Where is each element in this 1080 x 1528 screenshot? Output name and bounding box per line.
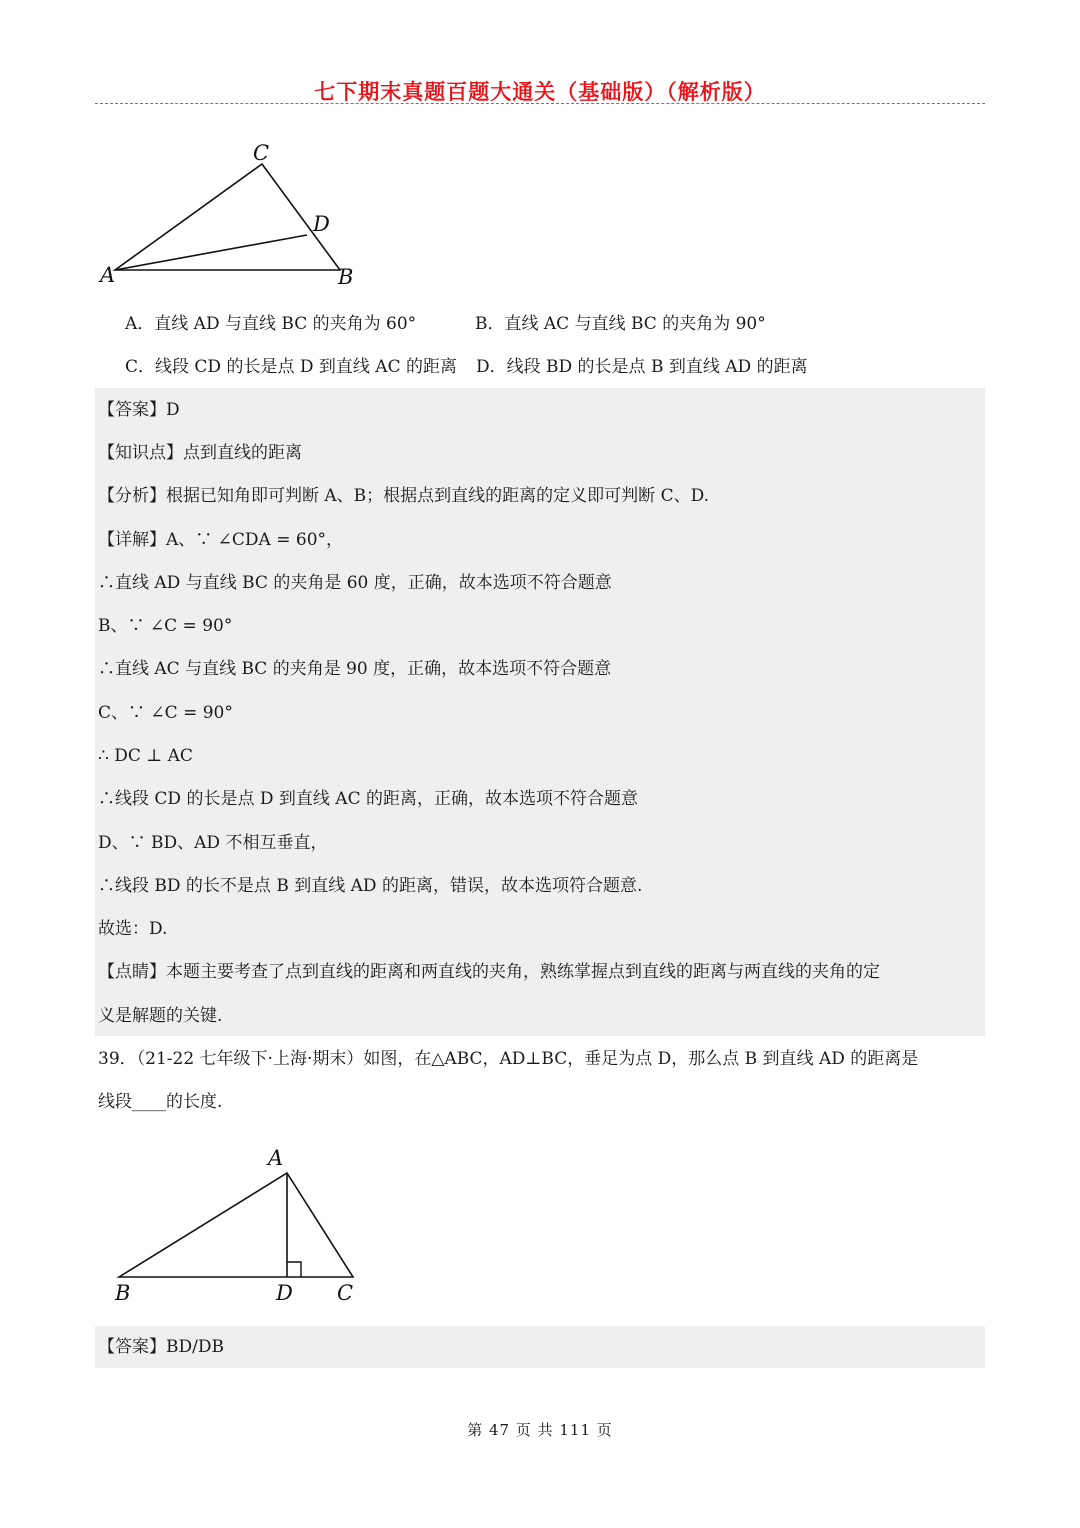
detail-line-9: 故选：D. bbox=[98, 919, 168, 939]
detail-line-1: ∴直线 AD 与直线 BC 的夹角是 60 度，正确，故本选项不符合题意 bbox=[98, 573, 612, 593]
answer-39-panel bbox=[95, 1326, 985, 1368]
segment-ad bbox=[115, 235, 307, 270]
detail-line-4: C、∵ ∠C = 90° bbox=[98, 703, 233, 723]
comment-line-1: 【点睛】本题主要考查了点到直线的距离和两直线的夹角，熟练掌握点到直线的距离与两直线的夹角的定 bbox=[98, 962, 880, 982]
knowledge-point: 【知识点】点到直线的距离 bbox=[98, 443, 302, 463]
triangle-figure-2 bbox=[105, 1140, 375, 1310]
question-39-line-1: 39．（21-22 七年级下·上海·期末）如图，在△ABC，AD⊥BC，垂足为点 D，那么点 B 到直线 AD 的距离是 bbox=[98, 1049, 919, 1069]
option-c: C．线段 CD 的长是点 D 到直线 AC 的距离 bbox=[125, 357, 457, 377]
header-divider bbox=[95, 103, 985, 104]
label-b-2: B bbox=[115, 1281, 131, 1305]
label-a: A bbox=[100, 263, 116, 287]
option-a: A．直线 AD 与直线 BC 的夹角为 60° bbox=[125, 314, 417, 334]
right-angle-mark bbox=[287, 1262, 301, 1277]
option-b: B．直线 AC 与直线 BC 的夹角为 90° bbox=[475, 314, 766, 334]
answer-38: 【答案】D bbox=[98, 400, 180, 420]
detail-line-6: ∴线段 CD 的长是点 D 到直线 AC 的距离，正确，故本选项不符合题意 bbox=[98, 789, 638, 809]
triangle-abc-2 bbox=[119, 1173, 353, 1277]
label-b: B bbox=[338, 265, 354, 289]
page-number: 第 47 页 共 111 页 bbox=[467, 1421, 613, 1439]
detail-line-7: D、∵ BD、AD 不相互垂直， bbox=[98, 833, 328, 853]
label-d-2: D bbox=[276, 1281, 293, 1305]
question-39-line-2: 线段____的长度. bbox=[98, 1092, 223, 1112]
analysis: 【分析】根据已知角即可判断 A、B；根据点到直线的距离的定义即可判断 C、D. bbox=[98, 486, 710, 506]
detail-line-2: B、∵ ∠C = 90° bbox=[98, 616, 233, 636]
label-a-2: A bbox=[268, 1146, 284, 1170]
answer-39: 【答案】BD/DB bbox=[98, 1337, 224, 1357]
triangle-figure-1 bbox=[95, 140, 375, 290]
label-c-2: C bbox=[337, 1281, 354, 1305]
detail-intro: 【详解】A、∵ ∠CDA = 60°， bbox=[98, 530, 344, 550]
detail-line-5: ∴ DC ⊥ AC bbox=[98, 746, 193, 766]
option-d: D．线段 BD 的长是点 B 到直线 AD 的距离 bbox=[476, 357, 808, 377]
detail-line-3: ∴直线 AC 与直线 BC 的夹角是 90 度，正确，故本选项不符合题意 bbox=[98, 659, 612, 679]
triangle-abc bbox=[115, 164, 340, 270]
label-c: C bbox=[253, 141, 270, 165]
label-d: D bbox=[313, 212, 330, 236]
comment-line-2: 义是解题的关键. bbox=[98, 1006, 223, 1026]
detail-line-8: ∴线段 BD 的长不是点 B 到直线 AD 的距离，错误，故本选项符合题意. bbox=[98, 876, 643, 896]
page-header-title: 七下期末真题百题大通关（基础版）（解析版） bbox=[314, 79, 766, 104]
